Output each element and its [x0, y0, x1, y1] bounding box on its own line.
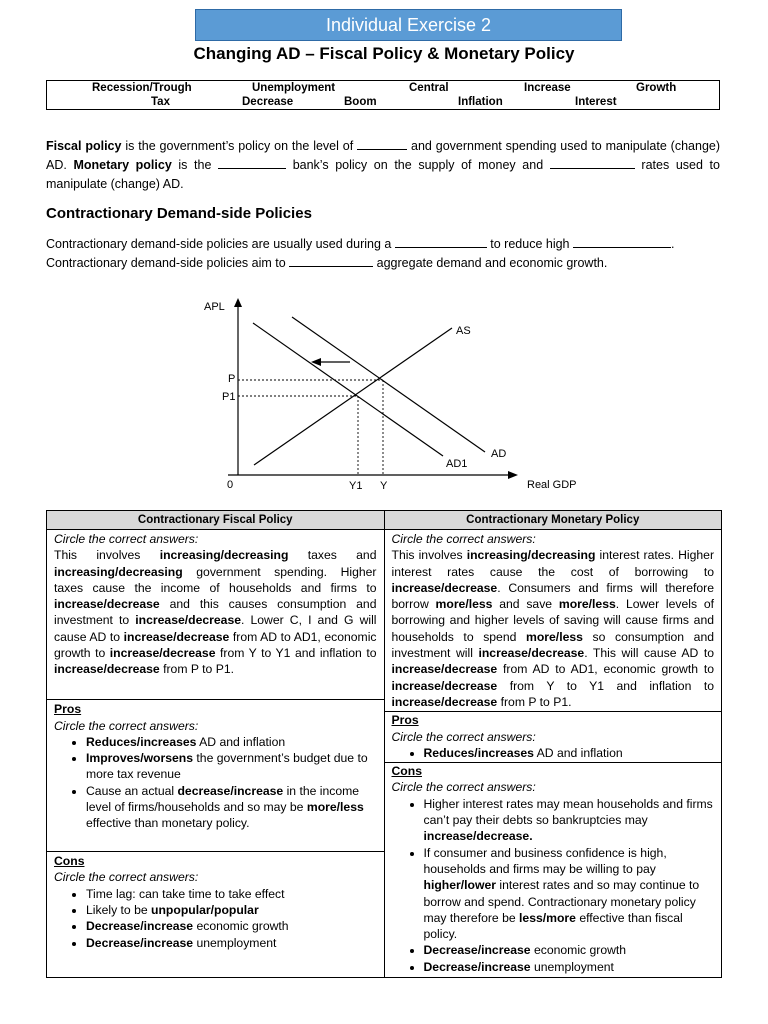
- instruction: Circle the correct answers:: [391, 729, 536, 744]
- answer-choice[interactable]: Improves/worsens: [86, 751, 194, 766]
- policy-table: [46, 510, 722, 978]
- origin-label: 0: [227, 479, 234, 491]
- pros-label: Pros: [54, 702, 82, 717]
- body-text: Time lag: can take time to take effect: [86, 886, 285, 901]
- ad-label: AD: [491, 448, 507, 460]
- answer-choice[interactable]: increasing/decreasing: [466, 548, 596, 563]
- intro-text: is the: [171, 158, 219, 172]
- body-text: unemployment: [193, 935, 277, 950]
- instruction: Circle the correct answers:: [54, 718, 199, 733]
- monetary-explanation: [392, 547, 715, 710]
- monetary-cons-list: [392, 796, 715, 975]
- answer-choice[interactable]: Decrease/increase: [423, 959, 531, 974]
- fiscal-cons-list: [54, 886, 377, 951]
- fill-blank[interactable]: [357, 137, 407, 150]
- section-text: Contractionary demand-side policies are usually used during a: [46, 237, 395, 251]
- fiscal-policy-term: Fiscal policy: [46, 139, 122, 153]
- word-bank-item: Inflation: [458, 96, 503, 108]
- y-axis-arrowhead: [234, 298, 242, 307]
- answer-choice[interactable]: increase/decrease: [391, 662, 498, 677]
- body-text: Cause an actual: [86, 783, 178, 798]
- answer-choice[interactable]: more/less: [435, 597, 493, 612]
- monetary-pros-list: [392, 745, 715, 761]
- body-text: economic growth: [193, 919, 289, 934]
- word-bank-item: Increase: [524, 82, 571, 94]
- body-text: from AD to AD1, economic growth to: [497, 662, 714, 677]
- monetary-pros-section: [385, 711, 722, 761]
- ad1-label: AD1: [446, 458, 468, 470]
- x-axis-arrowhead: [508, 471, 518, 479]
- list-item: [86, 902, 377, 918]
- body-text: Higher interest rates may mean households and firms can’t pay their debts so bankruptcies may: [423, 796, 713, 828]
- body-text: from P to P1.: [159, 662, 235, 677]
- fiscal-pros-cell: [47, 700, 385, 852]
- fill-blank[interactable]: [289, 254, 373, 267]
- list-item: [424, 745, 715, 761]
- instruction: Circle the correct answers:: [54, 532, 199, 546]
- list-item: [424, 942, 715, 958]
- fiscal-pros-list: [54, 734, 377, 832]
- body-text: interest rates. Higher interest rates cause the cost of borrowing to: [391, 548, 715, 579]
- ad-curve: [292, 317, 485, 452]
- section-heading: Contractionary Demand-side Policies: [46, 205, 312, 222]
- body-text: effective than monetary policy.: [86, 816, 250, 831]
- answer-choice[interactable]: more/less: [306, 799, 364, 814]
- answer-choice[interactable]: Decrease/increase: [86, 919, 194, 934]
- body-text: so consumption and investment will: [391, 629, 715, 661]
- instruction: Circle the correct answers:: [391, 532, 536, 546]
- body-text: unemployment: [530, 959, 614, 974]
- x-axis-label: Real GDP: [527, 479, 577, 491]
- word-bank-item: Interest: [575, 96, 617, 108]
- answer-choice[interactable]: increasing/decreasing: [159, 548, 289, 563]
- fill-blank[interactable]: [550, 156, 635, 169]
- cons-label: Cons: [391, 764, 422, 779]
- word-bank-item: Unemployment: [252, 82, 336, 94]
- word-bank: [46, 80, 720, 110]
- answer-choice[interactable]: Decrease/increase: [423, 943, 531, 958]
- answer-choice[interactable]: higher/lower: [423, 878, 496, 893]
- monetary-policy-term: Monetary policy: [73, 158, 172, 172]
- body-text: the government’s budget due to more tax revenue: [86, 751, 368, 782]
- list-item: [86, 935, 377, 951]
- ad1-curve: [253, 323, 443, 456]
- output-y-label: Y: [380, 480, 388, 492]
- intro-text: rates used to manipulate (change) AD.: [46, 158, 720, 191]
- body-text: in the income level of firms/households and so may be: [86, 783, 360, 814]
- list-item: [86, 750, 377, 783]
- body-text: AD and inflation: [533, 745, 623, 760]
- section-text: aggregate demand and economic growth.: [373, 256, 608, 270]
- answer-choice[interactable]: increase/decrease: [478, 646, 585, 661]
- word-bank-item: Decrease: [242, 96, 294, 108]
- exercise-banner: Individual Exercise 2: [195, 9, 622, 41]
- intro-text: is the government’s policy on the level of: [121, 139, 358, 153]
- page-title: Changing AD – Fiscal Policy & Monetary Policy: [193, 44, 575, 63]
- answer-choice[interactable]: Reduces/increases: [86, 734, 197, 749]
- monetary-cons-section: [385, 762, 722, 975]
- answer-choice[interactable]: increase/decrease: [123, 629, 230, 644]
- body-text: . Lower C, I and G will cause AD to: [54, 613, 377, 644]
- monetary-main-cell: [384, 530, 722, 978]
- fill-blank[interactable]: [218, 156, 286, 169]
- answer-choice[interactable]: increase/decrease: [135, 613, 242, 628]
- list-item: [424, 959, 715, 975]
- answer-choice[interactable]: Decrease/increase: [86, 935, 194, 950]
- answer-choice[interactable]: increase/decrease: [54, 597, 160, 612]
- answer-choice[interactable]: increase/decrease: [54, 662, 160, 677]
- list-item: [86, 918, 377, 934]
- price-p1-label: P1: [222, 391, 236, 403]
- instruction: Circle the correct answers:: [54, 870, 199, 885]
- fiscal-column-header: Contractionary Fiscal Policy: [47, 511, 385, 530]
- list-item: [86, 886, 377, 902]
- list-item: [86, 783, 377, 832]
- answer-choice[interactable]: increase/decrease: [391, 694, 498, 709]
- fiscal-cons-cell: [47, 852, 385, 978]
- answer-choice[interactable]: increase/decrease.: [423, 829, 533, 844]
- body-text: and this causes consumption and investment to: [54, 597, 377, 628]
- body-text: This involves: [391, 548, 467, 563]
- as-label: AS: [456, 325, 471, 337]
- as-curve: [254, 328, 452, 465]
- body-text: effective than fiscal policy.: [423, 910, 683, 942]
- body-text: interest rates and so may continue to borrow and spend. Contractionary monetary policy may therefore be: [423, 878, 700, 925]
- y-axis-label: APL: [204, 301, 225, 313]
- fill-blank[interactable]: [573, 235, 671, 248]
- body-text: AD and inflation: [196, 734, 286, 749]
- body-text: government spending. Higher taxes cause the income of households and firms to: [54, 564, 377, 595]
- answer-choice[interactable]: increase/decrease: [391, 580, 498, 595]
- list-item: [424, 796, 715, 845]
- section-text: Contractionary demand-side policies aim to: [46, 256, 290, 270]
- fiscal-main-cell: [47, 530, 385, 700]
- section-text: to reduce high: [486, 237, 573, 251]
- intro-paragraph: [46, 137, 720, 194]
- monetary-column-header: Contractionary Monetary Policy: [384, 511, 722, 530]
- body-text: taxes and: [288, 548, 377, 563]
- body-text: This involves: [54, 548, 160, 563]
- body-text: from P to P1.: [497, 694, 572, 709]
- fiscal-explanation: [54, 547, 377, 677]
- fill-blank[interactable]: [395, 235, 487, 248]
- word-bank-item: Central: [409, 82, 449, 94]
- price-p-label: P: [228, 373, 236, 385]
- body-text: from Y to Y1 and inflation to: [215, 646, 377, 661]
- output-y1-label: Y1: [349, 480, 363, 492]
- body-text: from Y to Y1 and inflation to: [497, 678, 714, 693]
- answer-choice[interactable]: Reduces/increases: [423, 745, 534, 760]
- answer-choice[interactable]: increasing/decreasing: [54, 564, 183, 579]
- pros-label: Pros: [391, 713, 419, 728]
- body-text: . Consumers and firms will therefore borrow: [391, 580, 714, 612]
- word-bank-item: Recession/Trough: [92, 82, 192, 94]
- answer-choice[interactable]: decrease/increase: [177, 783, 284, 798]
- ad-as-graph: [190, 292, 600, 502]
- list-item: [86, 734, 377, 750]
- answer-choice[interactable]: increase/decrease: [109, 646, 216, 661]
- word-bank-item: Tax: [151, 96, 170, 108]
- body-text: . This will cause AD to: [584, 646, 714, 661]
- cons-label: Cons: [54, 854, 85, 869]
- body-text: . Lower levels of borrowing and higher levels of saving will cause firms and households to spend: [391, 597, 715, 644]
- word-bank-item: Growth: [636, 82, 677, 94]
- body-text: from AD to AD1, economic growth to: [54, 629, 377, 661]
- answer-choice[interactable]: less/more: [519, 910, 576, 925]
- section-text: .: [670, 237, 675, 251]
- body-text: and save: [492, 597, 559, 612]
- body-text: Likely to be: [86, 902, 152, 917]
- answer-choice[interactable]: more/less: [526, 629, 583, 644]
- answer-choice[interactable]: more/less: [558, 597, 616, 612]
- answer-choice[interactable]: unpopular/popular: [151, 902, 259, 917]
- intro-text: and government spending used to manipulate (change) AD.: [46, 139, 721, 172]
- instruction: Circle the correct answers:: [391, 780, 536, 795]
- intro-text: bank’s policy on the supply of money and: [286, 158, 550, 172]
- body-text: If consumer and business confidence is high, households and firms may be willing to pay: [423, 845, 667, 876]
- word-bank-item: Boom: [344, 96, 377, 108]
- body-text: economic growth: [530, 943, 627, 958]
- answer-choice[interactable]: increase/decrease: [391, 678, 498, 693]
- list-item: [424, 845, 715, 943]
- section-paragraph: [46, 235, 720, 273]
